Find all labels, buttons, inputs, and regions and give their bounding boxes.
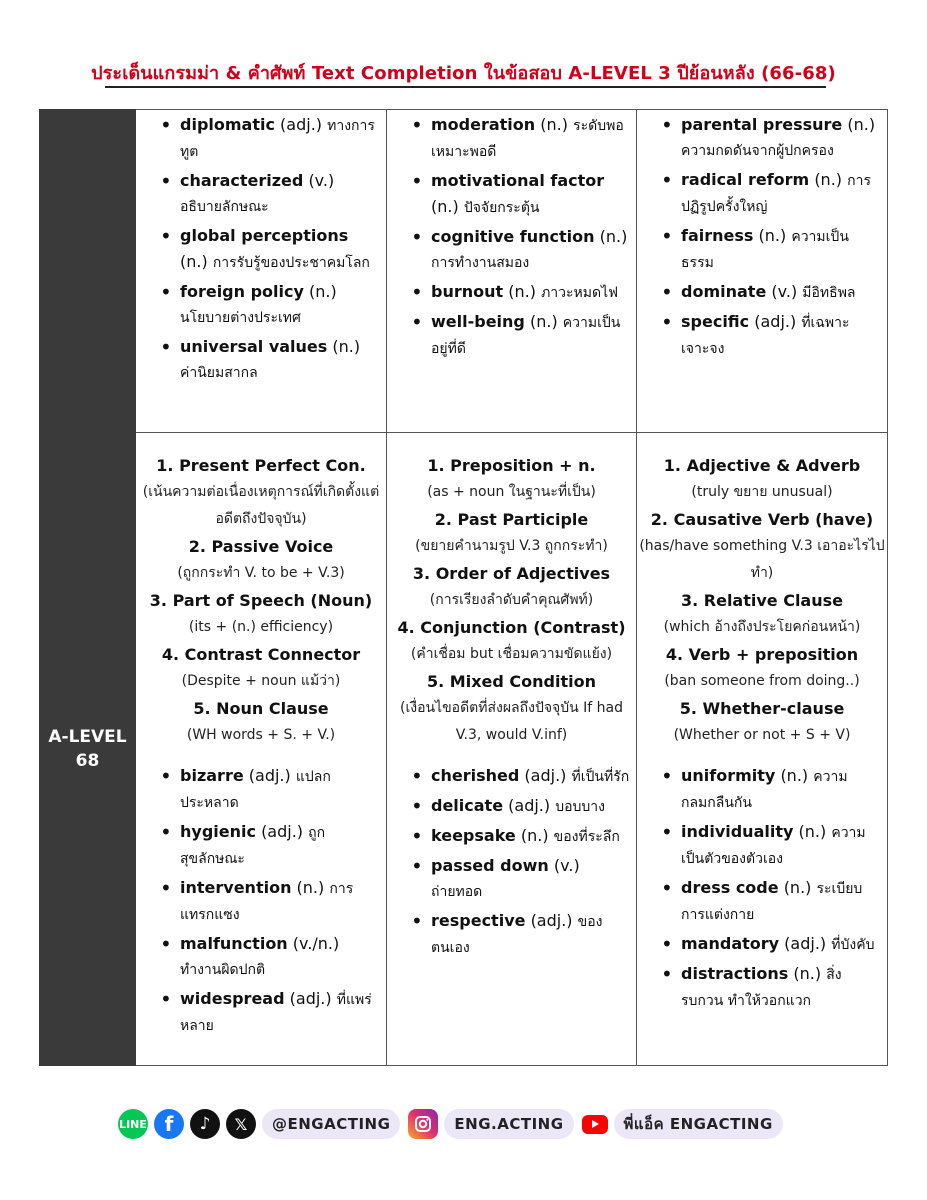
part-of-speech: (v.) — [771, 282, 798, 301]
part-of-speech: (n.) — [599, 227, 628, 246]
grammar-point-note: (WH words + S. + V.) — [186, 727, 336, 743]
thai-meaning: ทำงานผิดปกติ — [180, 962, 266, 978]
vocab-term: fairness — [681, 226, 754, 245]
vocab-list — [136, 763, 386, 1039]
vocab-item — [136, 763, 380, 816]
vocab-term: intervention — [180, 878, 292, 897]
vocab-term: distractions — [681, 964, 789, 983]
vocab-list — [637, 763, 887, 1014]
vocab-term: dominate — [681, 282, 767, 301]
vocab-grammar-table — [39, 109, 888, 1066]
grammar-point-note: (เงื่อนไขอดีตที่ส่งผลถึงปัจจุบัน If had V.3, would V.inf) — [399, 700, 623, 743]
part-of-speech: (n.) — [783, 878, 812, 897]
table-cell — [637, 433, 888, 1066]
side-label-exam: A-LEVEL — [48, 727, 127, 747]
part-of-speech: (adj.) — [784, 934, 827, 953]
vocab-item — [387, 112, 630, 165]
part-of-speech: (n.) — [309, 282, 337, 301]
grammar-point-title: 5. Mixed Condition — [427, 672, 596, 691]
thai-meaning: ความเป็นธรรม — [681, 229, 849, 271]
vocab-term: moderation — [431, 115, 536, 134]
part-of-speech: (n.) — [847, 115, 876, 134]
vocab-term: specific — [681, 312, 750, 331]
grammar-point-note: (ขยายคำนามรูป V.3 ถูกกระทำ) — [415, 538, 608, 554]
vocab-item — [136, 986, 380, 1039]
title-underline — [105, 86, 826, 88]
grammar-point-title: 4. Contrast Connector — [161, 645, 361, 664]
grammar-point-title: 4. Conjunction (Contrast) — [397, 618, 626, 637]
vocab-item — [387, 908, 630, 961]
grammar-point-note: (truly ขยาย unusual) — [691, 484, 833, 500]
part-of-speech: (adj.) — [248, 766, 291, 785]
part-of-speech: (n.) — [529, 312, 558, 331]
vocab-item — [136, 168, 380, 220]
vocab-term: individuality — [681, 822, 794, 841]
vocab-term: passed down — [431, 856, 549, 875]
instagram-icon[interactable] — [408, 1109, 438, 1139]
vocab-term: bizarre — [180, 766, 244, 785]
part-of-speech: (n.) — [540, 115, 568, 134]
part-of-speech: (n.) — [520, 826, 549, 845]
table-cell — [637, 110, 888, 433]
part-of-speech: (v.) — [553, 856, 580, 875]
tiktok-icon[interactable]: ♪ — [190, 1109, 220, 1139]
thai-meaning: นโยบายต่างประเทศ — [180, 310, 301, 326]
thai-meaning: ที่เป็นที่รัก — [571, 769, 630, 785]
part-of-speech: (n.) — [431, 197, 459, 216]
vocab-list — [637, 112, 887, 362]
thai-meaning: ความกดดันจากผู้ปกครอง — [681, 143, 834, 159]
vocab-term: cherished — [431, 766, 520, 785]
thai-meaning: การแทรกแซง — [180, 881, 354, 923]
vocab-term: motivational factor — [431, 171, 605, 190]
vocab-item — [136, 279, 380, 331]
vocab-term: parental pressure — [681, 115, 843, 134]
vocab-item — [387, 168, 630, 221]
part-of-speech: (v.) — [308, 171, 335, 190]
thai-meaning: การทำงานสมอง — [431, 255, 530, 271]
facebook-icon[interactable]: f — [154, 1109, 184, 1139]
grammar-point-title: 5. Whether-clause — [679, 699, 845, 718]
vocab-list — [387, 763, 636, 961]
grammar-point-title: 1. Adjective & Adverb — [663, 456, 861, 475]
vocab-item — [637, 875, 881, 928]
grammar-point-title: 2. Passive Voice — [188, 537, 334, 556]
vocab-item — [136, 819, 380, 872]
thai-meaning: ถ่ายทอด — [431, 884, 483, 900]
vocab-item — [136, 223, 380, 276]
grammar-point-note: (เน้นความต่อเนื่องเหตุการณ์ที่เกิดตั้งแต่อดีตถึงปัจจุบัน) — [142, 484, 380, 527]
table-row — [40, 433, 888, 1066]
table-cell — [387, 433, 637, 1066]
vocab-item — [637, 112, 881, 164]
vocab-term: universal values — [180, 337, 328, 356]
thai-meaning: ภาวะหมดไฟ — [541, 285, 619, 301]
grammar-point-note: (ถูกกระทำ V. to be + V.3) — [177, 565, 345, 581]
grammar-point-note: (has/have something V.3 เอาอะไรไปทำ) — [639, 538, 885, 581]
part-of-speech: (adj.) — [261, 822, 304, 841]
vocab-term: well-being — [431, 312, 525, 331]
vocab-item — [387, 763, 630, 790]
grammar-list — [387, 433, 636, 763]
vocab-term: radical reform — [681, 170, 810, 189]
vocab-term: burnout — [431, 282, 504, 301]
thai-meaning: สิ่งรบกวน ทำให้วอกแวก — [681, 967, 842, 1009]
part-of-speech: (n.) — [508, 282, 536, 301]
vocab-item — [387, 309, 630, 362]
thai-meaning: ที่แพร่หลาย — [180, 992, 372, 1034]
vocab-term: cognitive function — [431, 227, 595, 246]
side-label-year: 68 — [75, 751, 100, 771]
vocab-term: mandatory — [681, 934, 780, 953]
vocab-term: malfunction — [180, 934, 288, 953]
part-of-speech: (n.) — [332, 337, 361, 356]
youtube-icon[interactable] — [582, 1115, 608, 1134]
part-of-speech: (n.) — [814, 170, 843, 189]
part-of-speech: (v./n.) — [292, 934, 340, 953]
grammar-point-title: 3. Order of Adjectives — [412, 564, 611, 583]
table-cell — [136, 433, 387, 1066]
page-title: ประเด็นแกรมม่า & คำศัพท์ Text Completion ในข้อสอบ A-LEVEL 3 ปีย้อนหลัง (66-68) — [91, 63, 836, 84]
thai-meaning: ถูกสุขลักษณะ — [180, 825, 326, 867]
thai-meaning: ระเบียบการแต่งกาย — [681, 881, 863, 923]
vocab-item — [136, 931, 380, 983]
vocab-item — [637, 309, 881, 362]
grammar-point-note: (ban someone from doing..) — [664, 673, 860, 689]
vocab-term: foreign policy — [180, 282, 304, 301]
vocab-term: widespread — [180, 989, 285, 1008]
vocab-item — [136, 875, 380, 928]
part-of-speech: (n.) — [793, 964, 822, 983]
part-of-speech: (n.) — [180, 252, 208, 271]
grammar-point-title: 4. Verb + preposition — [665, 645, 859, 664]
vocab-term: respective — [431, 911, 526, 930]
vocab-item — [637, 223, 881, 276]
thai-meaning: ความกลมกลืนกัน — [681, 769, 848, 811]
vocab-term: uniformity — [681, 766, 776, 785]
vocab-item — [637, 279, 881, 306]
thai-meaning: บอบบาง — [555, 799, 605, 815]
grammar-point-title: 2. Causative Verb (have) — [650, 510, 874, 529]
vocab-item — [136, 112, 380, 165]
thai-meaning: ความเป็นอยู่ที่ดี — [431, 315, 621, 357]
table-cell — [136, 110, 387, 433]
table-cell — [387, 110, 637, 433]
part-of-speech: (adj.) — [280, 115, 323, 134]
handle-pill[interactable]: @ENGACTING — [262, 1109, 400, 1139]
vocab-item — [387, 224, 630, 276]
vocab-item — [387, 853, 630, 905]
vocab-item — [637, 931, 881, 958]
vocab-term: keepsake — [431, 826, 516, 845]
side-header — [40, 433, 136, 1066]
grammar-point-title: 3. Part of Speech (Noun) — [149, 591, 373, 610]
vocab-term: characterized — [180, 171, 304, 190]
vocab-item — [136, 334, 380, 386]
vocab-term: dress code — [681, 878, 779, 897]
part-of-speech: (adj.) — [754, 312, 797, 331]
part-of-speech: (adj.) — [524, 766, 567, 785]
grammar-point-note: (Whether or not + S + V) — [673, 727, 851, 743]
thai-meaning: ระดับพอเหมาะพอดี — [431, 118, 624, 160]
grammar-point-note: (คำเชื่อม but เชื่อมความขัดแย้ง) — [410, 646, 613, 662]
vocab-term: delicate — [431, 796, 504, 815]
grammar-list — [136, 433, 386, 763]
part-of-speech: (n.) — [296, 878, 325, 897]
part-of-speech: (n.) — [758, 226, 787, 245]
grammar-point-note: (which อ้างถึงประโยคก่อนหน้า) — [663, 619, 861, 635]
line-icon-text: LINE — [119, 1117, 147, 1131]
vocab-item — [387, 793, 630, 820]
x-icon[interactable]: 𝕏 — [226, 1109, 256, 1139]
part-of-speech: (n.) — [780, 766, 809, 785]
thai-meaning: ของที่ระลึก — [553, 829, 620, 845]
social-footer — [118, 1108, 791, 1140]
grammar-point-note: (as + noun ในฐานะที่เป็น) — [427, 484, 596, 500]
side-header-empty — [40, 110, 136, 433]
grammar-point-note: (การเรียงลำดับคำคุณศัพท์) — [429, 592, 594, 608]
part-of-speech: (n.) — [798, 822, 827, 841]
grammar-point-note: (its + (n.) efficiency) — [188, 619, 334, 635]
vocab-list — [387, 112, 636, 362]
vocab-item — [637, 763, 881, 816]
vocab-item — [387, 823, 630, 850]
part-of-speech: (adj.) — [530, 911, 573, 930]
thai-meaning: การรับรู้ของประชาคมโลก — [212, 255, 370, 271]
grammar-point-note: (Despite + noun แม้ว่า) — [181, 673, 341, 689]
grammar-point-title: 5. Noun Clause — [193, 699, 329, 718]
thai-meaning: การปฏิรูปครั้งใหญ่ — [681, 173, 871, 215]
part-of-speech: (adj.) — [289, 989, 332, 1008]
thai-meaning: ทางการทูต — [180, 118, 375, 160]
thai-meaning: ปัจจัยกระตุ้น — [463, 200, 540, 216]
thai-meaning: ที่บังคับ — [831, 937, 875, 953]
grammar-point-title: 3. Relative Clause — [680, 591, 843, 610]
vocab-list — [136, 112, 386, 386]
vocab-term: hygienic — [180, 822, 256, 841]
handle-pill[interactable]: พี่แอ็ค ENGACTING — [614, 1109, 783, 1139]
thai-meaning: มีอิทธิพล — [802, 285, 856, 301]
table-row — [40, 110, 888, 433]
vocab-item — [637, 167, 881, 220]
thai-meaning: ของตนเอง — [431, 914, 603, 956]
thai-meaning: แปลกประหลาด — [180, 769, 331, 811]
thai-meaning: อธิบายลักษณะ — [180, 199, 269, 215]
grammar-point-title: 1. Present Perfect Con. — [156, 456, 366, 475]
part-of-speech: (adj.) — [508, 796, 551, 815]
vocab-term: global perceptions — [180, 226, 349, 245]
vocab-item — [637, 961, 881, 1014]
vocab-item — [387, 279, 630, 306]
grammar-point-title: 2. Past Participle — [434, 510, 589, 529]
thai-meaning: ค่านิยมสากล — [180, 365, 258, 381]
grammar-point-title: 1. Preposition + n. — [427, 456, 596, 475]
vocab-item — [637, 819, 881, 872]
thai-meaning: ความเป็นตัวของตัวเอง — [681, 825, 866, 867]
line-icon[interactable] — [118, 1109, 148, 1139]
vocab-term: diplomatic — [180, 115, 275, 134]
grammar-list — [637, 433, 887, 763]
handle-pill[interactable]: ENG.ACTING — [444, 1109, 573, 1139]
thai-meaning: ที่เฉพาะเจาะจง — [681, 315, 850, 357]
